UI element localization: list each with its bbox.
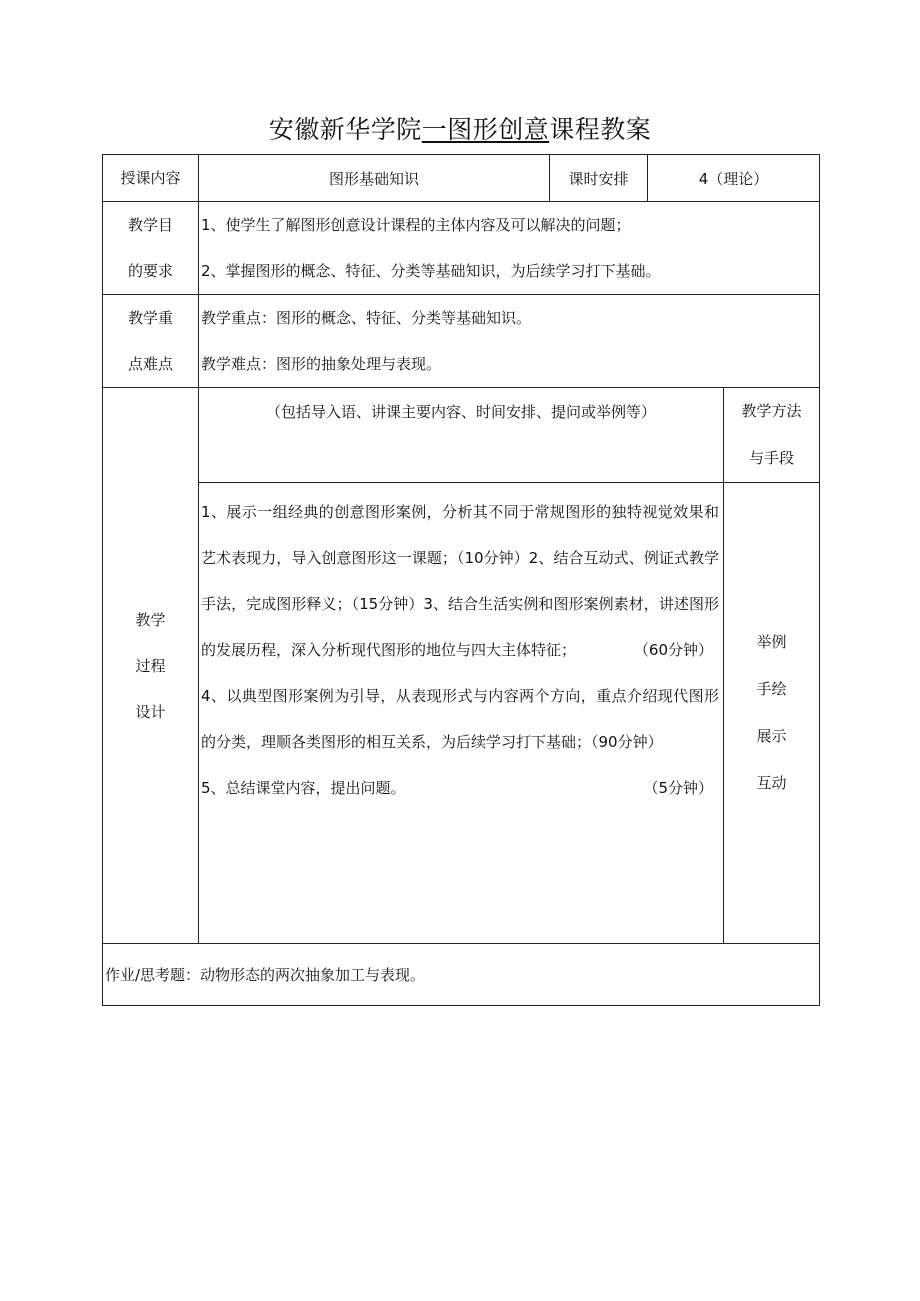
goals-label	[103, 202, 199, 295]
keypoints-content	[199, 295, 820, 388]
process-step-4: 4、以典型图形案例为引导，从表现形式与内容两个方向，重点介绍现代图形的分类，理顺各类图形的相互关系，为后续学习打下基础；（90分钟）	[201, 687, 719, 751]
process-label	[103, 388, 199, 944]
content-label: 授课内容	[103, 155, 199, 202]
row-goals	[103, 202, 820, 295]
goals-label-line1: 教学目	[127, 216, 173, 234]
row-keypoints	[103, 295, 820, 388]
content-value: 图形基础知识	[199, 155, 550, 202]
method-item: 手绘	[756, 680, 787, 698]
methods-header	[724, 388, 820, 483]
page-title	[0, 112, 920, 148]
row-homework	[103, 944, 820, 1006]
methods-list	[724, 483, 820, 944]
homework: 作业/思考题：动物形态的两次抽象加工与表现。	[103, 944, 820, 1006]
hours-label: 课时安排	[550, 155, 648, 202]
process-label-line3: 设计	[135, 702, 166, 721]
process-steps-1-3: 1、展示一组经典的创意图形案例，分析其不同于常规图形的独特视觉效果和艺术表现力，导入创意图形这一课题；（10分钟）2、结合互动式、例证式教学手法，完成图形释义；（15分钟）3、结合生活实例和图形案例素材，讲述图形的发展历程，深入分析现代图形的地位与四大主体特征；	[201, 503, 719, 659]
title-underlined: 一图形创意	[421, 115, 550, 144]
keypoints-label-line1: 教学重	[127, 309, 173, 327]
method-item: 互动	[756, 774, 787, 792]
process-header-note: （包括导入语、讲课主要内容、时间安排、提问或举例等）	[199, 388, 724, 483]
process-step-5	[201, 765, 719, 811]
goals-content	[199, 202, 820, 295]
methods-header-line2: 与手段	[749, 449, 795, 467]
keypoints-label-line2: 点难点	[127, 355, 173, 373]
process-label-line1: 教学	[135, 610, 166, 629]
process-label-line2: 过程	[135, 656, 166, 675]
keypoints-label	[103, 295, 199, 388]
methods-header-line1: 教学方法	[741, 402, 802, 420]
goal-item-2: 2、掌握图形的概念、特征、分类等基础知识，为后续学习打下基础。	[201, 262, 661, 280]
row-process-body	[103, 483, 820, 944]
lesson-plan-table	[102, 154, 820, 1006]
method-item: 举例	[756, 633, 787, 651]
title-prefix: 安徽新华学院	[268, 115, 422, 144]
key-point: 教学重点：图形的概念、特征、分类等基础知识。	[201, 309, 532, 327]
process-step3-time: （60分钟）	[633, 641, 713, 659]
process-step5-time: （5分钟）	[643, 779, 713, 797]
process-step-5-text: 5、总结课堂内容，提出问题。	[201, 779, 406, 797]
goals-label-line2: 的要求	[127, 262, 173, 280]
hours-value: 4（理论）	[648, 155, 820, 202]
process-steps	[199, 483, 724, 944]
difficulty-point: 教学难点：图形的抽象处理与表现。	[201, 355, 442, 373]
goal-item-1: 1、使学生了解图形创意设计课程的主体内容及可以解决的问题；	[201, 216, 631, 234]
title-suffix: 课程教案	[549, 115, 652, 144]
method-item: 展示	[756, 727, 787, 745]
row-process-header	[103, 388, 820, 483]
row-content	[103, 155, 820, 202]
